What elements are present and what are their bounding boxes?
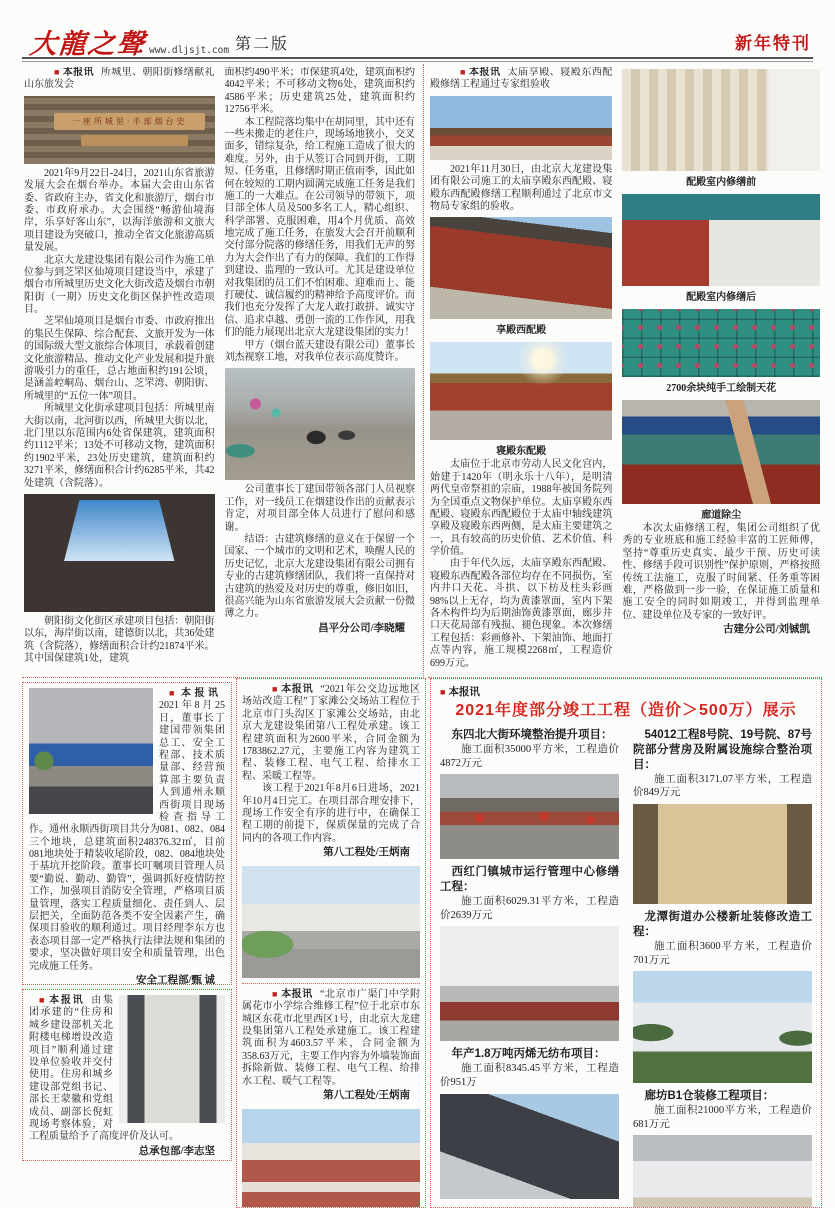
body-paragraph: 本工程院落均集中在胡同里，其中还有一些未搬走的老住户，现场场地狭小，交叉面多，错综复杂，给工程施工造成了很大的难度。另外，由于从签订合同到开街，工期短、任务重，且修缮时期正值雨季，因此如何在较短的工期内圆满完成施工任务是我们施工的一大难点。在公司领导的带领下，项目部全体人员及500多名工人，精心组织、科学部署、克服困难，用4个月优质、高效地完成了施工任务，在旅发大会召开前顺利交付部分院落的修缮任务，用我们无声的努力为大会作出了有力的保障。我们的工作得到建设、监理的一致认可。尤其是建设单位对我集团的员工们不怕困难、迎难而上、能打硬仗、诚信履约的精神给予高度评价。而我们也充分发挥了大龙人敢打敢拼、诚实守信、追求卓越、勇创一流的工作作风，用我们的能力展现出北京大龙建设集团的实力！ bbox=[224, 116, 415, 339]
news-label: 本报讯 bbox=[180, 688, 219, 699]
byline: 古建分公司/刘铖凯 bbox=[723, 624, 810, 636]
article-head bbox=[440, 684, 487, 699]
article-tongzhou-inspection bbox=[22, 682, 232, 985]
byline: 昌平分公司/李晓耀 bbox=[318, 622, 405, 634]
photo-street-inspection bbox=[225, 368, 416, 480]
photo-caption: 寝殿东配殿 bbox=[496, 446, 547, 458]
body-paragraph: 由于年代久远，太庙享殿东西配殿、寝殿东西配殿各部位均存在不同损伤，室内井口天花、斗拱、以下枋及柱头彩画98%以上无存，均为黄漆罩面，室内下架各木构件均为后期油饰黄漆罩面，廊步井口天花局部有残损、褪色现象。本次修缮工程包括：彩画修补、下架油饰、地面打点等内容，施工规模2268㎡，工程造价699万元。 bbox=[430, 558, 613, 669]
project-name: 年产1.8万吨丙烯无纺布项目： bbox=[451, 1048, 606, 1061]
body-paragraph: 芝罘仙境项目是烟台市委、市政府推出的集民生保障、综合配套、文旅开发为一体的国际级大型文旅综合体项目，承载着创建文化旅游精品、推动文化产业发展和提升旅游吸引力的重任，总占地面积约191公顷，是涵盖崆峒岛、烟台山、芝罘湾、朝阳街、所城里的“五位一体”项目。 bbox=[24, 316, 215, 402]
byline: 第八工程处/王炳南 bbox=[323, 1090, 410, 1101]
news-flag-icon: ■ bbox=[460, 67, 466, 77]
showcase-title: 2021年度部分竣工工程（造价＞500万）展示 bbox=[455, 702, 797, 719]
article2-column-photos bbox=[622, 67, 820, 674]
project-item bbox=[440, 865, 619, 1041]
article-bus-station bbox=[242, 684, 420, 978]
project-name: 龙潭街道办公楼新址装修改造工程： bbox=[633, 911, 812, 939]
body-paragraph: 公司董事长丁建国带领各部门人员视察工作，对一线员工在烟建设作出的贡献表示肯定，对项目部全体人员进行了慰问和感谢。 bbox=[224, 484, 415, 533]
photo-project-xihongmen-center bbox=[440, 926, 619, 1041]
body-paragraph: 结语：古建筑修缮的意义在于保留一个国家、一个城市的文明和艺术，唤醒人民的历史记忆，北京大龙建设集团有限公司拥有专业的古建筑修缮团队，我们将一直保持对古建筑的热爱及对历史的尊重，修旧如旧，很高兴能为山东省旅游发展大会贡献一份微薄之力。 bbox=[224, 533, 415, 620]
photo-west-side-hall bbox=[430, 217, 612, 319]
news-label: 本报讯 bbox=[62, 67, 94, 78]
article-elevator-project bbox=[22, 989, 232, 1161]
masthead-rule bbox=[22, 57, 813, 59]
project-item bbox=[633, 728, 812, 904]
photo-site-inspection bbox=[29, 688, 153, 814]
photo-sky-opening bbox=[64, 500, 175, 561]
news-flag-icon: ■ bbox=[272, 988, 279, 999]
photo-caption: 廊道除尘 bbox=[701, 510, 742, 521]
photo-project-nonwoven-plant bbox=[440, 1094, 619, 1199]
project-spec: 施工面积6029.31平方米，工程造价2639万元 bbox=[440, 896, 619, 921]
photo-caption: 配殿室内修缮前 bbox=[686, 177, 757, 188]
body-paragraph: 朝阳街文化街区承建项目包括：朝阳街以东，海岸街以南，建德街以北，共36处建筑（含院落），修缮面积合计约21874平米。其中国保建筑1处，建筑 bbox=[24, 615, 215, 665]
body-paragraph: 面积约490平米；市保建筑4处，建筑面积约4042平米；不可移动文物6处，建筑面积约4586平米；历史建筑25处，建筑面积约12756平米。 bbox=[224, 67, 415, 116]
photo-project-dongsi-street bbox=[440, 774, 619, 859]
article1-column-1 bbox=[24, 67, 215, 674]
news-label: 本报讯 bbox=[49, 995, 85, 1006]
byline: 第八工程处/王炳南 bbox=[323, 847, 410, 859]
project-name: 54012工程8号院、19号院、87号院部分营房及附属设施综合整治项目： bbox=[633, 729, 812, 771]
article-text: 由集团承建的“住房和城乡建设部机关北附楼电梯增设改造项目”顺利通过建设单位验收并交付使用。住房和城乡建设部党组书记、部长王蒙徽和党组成员、副部长倪虹现场考察体验，对工程质量给予了高度评价及认可。 bbox=[29, 995, 179, 1143]
news-flag-icon: ■ bbox=[39, 995, 47, 1005]
photo-ceiling-tiles bbox=[622, 309, 820, 377]
body-paragraph: 2021年11月30日，由北京大龙建设集团有限公司施工的太庙享殿东西配殿、寝殿东西配殿修缮工程顺利通过了北京市文物局专家组的验收。 bbox=[430, 163, 613, 212]
article-yantai-restoration bbox=[22, 64, 424, 678]
photo-bus-station bbox=[242, 866, 420, 978]
page-number: 第二版 bbox=[235, 36, 290, 53]
article-text: 2021年8月25日，董事长丁建国带领集团总工、安全工程部、技术质量部、经营预算部主要负责人到通州永顺西街项目现场检查指导工作。通州永顺西街项目共分为081、082、084三个地块，总建筑面积248376.32㎡，目前081地块处于精装收尾阶段，082、084地块处于基坑开挖阶段。董事长叮嘱项目管理人员要“勤说、勤动、勤管”，强调抓好疫情防控工作，加强项目消防安全管理，严格项目质量管理，落实工程质量细化、责任到人、层层把关，全面防范各类不安全因素产生，确保项目验收的顺利通过。项目经理李东方也表态项目部一定严格执行法律法规和集团的要求，坚决做好项目安全和质量管理，出色完成施工任务。 bbox=[29, 700, 225, 972]
project-item bbox=[440, 728, 619, 859]
photo-east-side-hall bbox=[430, 342, 612, 440]
project-spec: 施工面积3171.07平方米，工程造价849万元 bbox=[633, 773, 812, 799]
photo-project-54012-barracks bbox=[633, 804, 812, 904]
masthead bbox=[30, 22, 811, 58]
photo-elevator bbox=[119, 995, 225, 1123]
news-label: 本报讯 bbox=[448, 687, 480, 698]
project-spec: 施工面积3600平方米，工程造价701万元 bbox=[633, 940, 812, 966]
section-divider bbox=[242, 983, 420, 984]
website-url: www.dljsjt.com bbox=[149, 45, 230, 56]
article-lead: 太庙享殿、寝殿东西配殿修缮工程通过专家组验收 bbox=[430, 67, 613, 91]
photo-courtyard-sky bbox=[24, 494, 215, 612]
project-spec: 施工面积8345.45平方米，工程造价951万 bbox=[440, 1063, 619, 1088]
article-head bbox=[24, 67, 215, 92]
photo-sign-plank bbox=[81, 135, 188, 146]
photo-project-longtan-office bbox=[633, 971, 812, 1083]
article-lead: 所城里、朝阳街修缮献礼山东旅发会 bbox=[24, 67, 215, 91]
photo-corridor-beam bbox=[622, 400, 820, 504]
project-name: 西红门镇城市运行管理中心修缮工程： bbox=[440, 866, 619, 894]
project-spec: 施工面积21000平方米，工程造价681万元 bbox=[633, 1105, 812, 1130]
body-paragraph: 该工程于2021年8月6日进场，2021年10月4日完工。在项目部合理安排下，现场工作安全有序的进行中，在确保工程工期的前提下，保质保量的完成了合同内的各项工作内容。 bbox=[242, 783, 420, 844]
photo-school-building bbox=[242, 1109, 420, 1208]
news-flag-icon: ■ bbox=[440, 687, 446, 697]
photo-caption: 享殿西配殿 bbox=[496, 325, 547, 337]
showcase-header bbox=[440, 684, 812, 722]
photo-taimiao-hall bbox=[430, 96, 612, 160]
photo-project-langfang-warehouse bbox=[633, 1135, 812, 1208]
body-paragraph: 甲方（烟台蓝天建设有限公司）董事长刘杰视察工地，对我单位表示高度赞许。 bbox=[224, 339, 415, 363]
body-paragraph: 本次太庙修缮工程，集团公司组织了优秀的专业班底和施工经验丰富的工匠师傅，坚持“尊重历史真实、最少干预、历史可读性、修缮手段可识别性”保护原则，严格按照传统工法施工，克服了时间紧、任务重等困难，严格做到一步一验，在保证施工质量和施工安全的同时如期竣工，并得到监理单位、建设单位及专家的一致好评。 bbox=[622, 523, 820, 621]
masthead-rule-thin bbox=[22, 61, 813, 62]
body-paragraph: 太庙位于北京市劳动人民文化宫内，始建于1420年（明永乐十八年），是明清两代皇帝祭祖的宗庙，1988年被国务院列为全国重点文物保护单位。太庙享殿东西配殿、寝殿东西配殿位于太庙中轴线建筑享殿及寝殿东西两侧，是太庙主要建筑之一，具有较高的历史价值、艺术价值、科学价值。 bbox=[430, 459, 613, 558]
project-name: 东四北大街环境整治提升项目： bbox=[451, 729, 613, 741]
newspaper-logo: 大龍之聲 bbox=[28, 29, 148, 60]
body-paragraph: 北京大龙建设集团有限公司作为施工单位参与到芝罘区仙境项目建设当中，承建了烟台市所城里历史文化大街改造及烟台市朝阳街（一期）历史文化街区保护性改造项目。 bbox=[24, 254, 215, 316]
article-huashi-school bbox=[242, 989, 420, 1208]
byline: 安全工程部/甄 诚 bbox=[135, 974, 215, 985]
byline: 总承包部/李志坚 bbox=[138, 1145, 215, 1157]
article1-column-2 bbox=[225, 67, 416, 674]
project-item bbox=[633, 910, 812, 1083]
photo-brick-wall bbox=[24, 96, 215, 164]
news-label: 本报讯 bbox=[281, 988, 313, 1000]
project-item bbox=[440, 1047, 619, 1198]
photo-caption: 配殿室内修缮后 bbox=[686, 292, 757, 303]
photo-caption: 2700余块纯手工绘制天花 bbox=[666, 383, 777, 394]
completed-projects-showcase bbox=[430, 678, 822, 1208]
article-text: “2021年公交边远地区场站改造工程”丁家滩公交场站工程位于北京市门头沟区丁家滩公交场站，由北京大龙建设集团第八工程处承建。该工程建筑面积为2600平米，合同金额为1783862.27元，主要施工内容为建筑工程、装修工程、电气工程、给排水工程、采暖工程等。 bbox=[242, 684, 421, 782]
showcase-column-left bbox=[440, 722, 619, 1208]
showcase-column-right bbox=[633, 722, 812, 1208]
article-taimiao-acceptance bbox=[428, 64, 822, 678]
article-head bbox=[430, 67, 612, 92]
article-head bbox=[242, 684, 420, 783]
article2-column-text bbox=[430, 67, 612, 674]
news-flag-icon: ■ bbox=[169, 688, 178, 698]
project-name: 廊坊B1仓装修工程项目： bbox=[644, 1090, 775, 1103]
article-text: “北京市广渠门中学附属花市小学综合维修工程”位于北京市东城区东花市北里西区1号，由北京大龙建设集团第八工程处承建施工。该工程建筑面积为4603.57平米，合同金额为358.63万元，主要工作内容为外墙装饰面拆除新做、装修工程、电气工程、给排水工程、暖气工程等。 bbox=[242, 988, 420, 1087]
news-label: 本报讯 bbox=[468, 67, 501, 78]
project-spec: 施工面积35000平方米，工程造价4872万元 bbox=[440, 743, 619, 769]
body-paragraph: 2021年9月22日-24日，2021山东省旅游发展大会在烟台举办。本届大会由山东省委、省政府主办，省文化和旅游厅，烟台市委、市政府承办。大会围绕“畅游仙境海岸，乐享好客山东”，以海洋旅游和文旅大项目建设为突破口，推动全省文化旅游高质量发展。 bbox=[24, 167, 215, 254]
body-paragraph: 所城里文化街承建项目包括：所城里南大街以南，北河街以西，所城里大街以北，北门里以东范围内6处省保建筑，建筑面积约1112平米；13处不可移动文物，建筑面积约1902平米，23处历史建筑，建筑面积约3271平米，修缮面积合计约6285平米，共42处建筑（含院落）。 bbox=[24, 403, 215, 489]
photo-sign-text: 一座所城里·半部烟台史 bbox=[54, 113, 205, 129]
article-head bbox=[242, 989, 420, 1088]
bottom-middle-column bbox=[236, 678, 426, 1208]
photo-interior-after bbox=[622, 194, 820, 286]
news-label: 本报讯 bbox=[281, 684, 314, 695]
edition-label: 新年特刊 bbox=[735, 34, 811, 53]
project-item bbox=[633, 1089, 812, 1208]
photo-interior-before bbox=[622, 69, 820, 171]
news-flag-icon: ■ bbox=[272, 684, 279, 694]
news-flag-icon: ■ bbox=[54, 67, 60, 77]
